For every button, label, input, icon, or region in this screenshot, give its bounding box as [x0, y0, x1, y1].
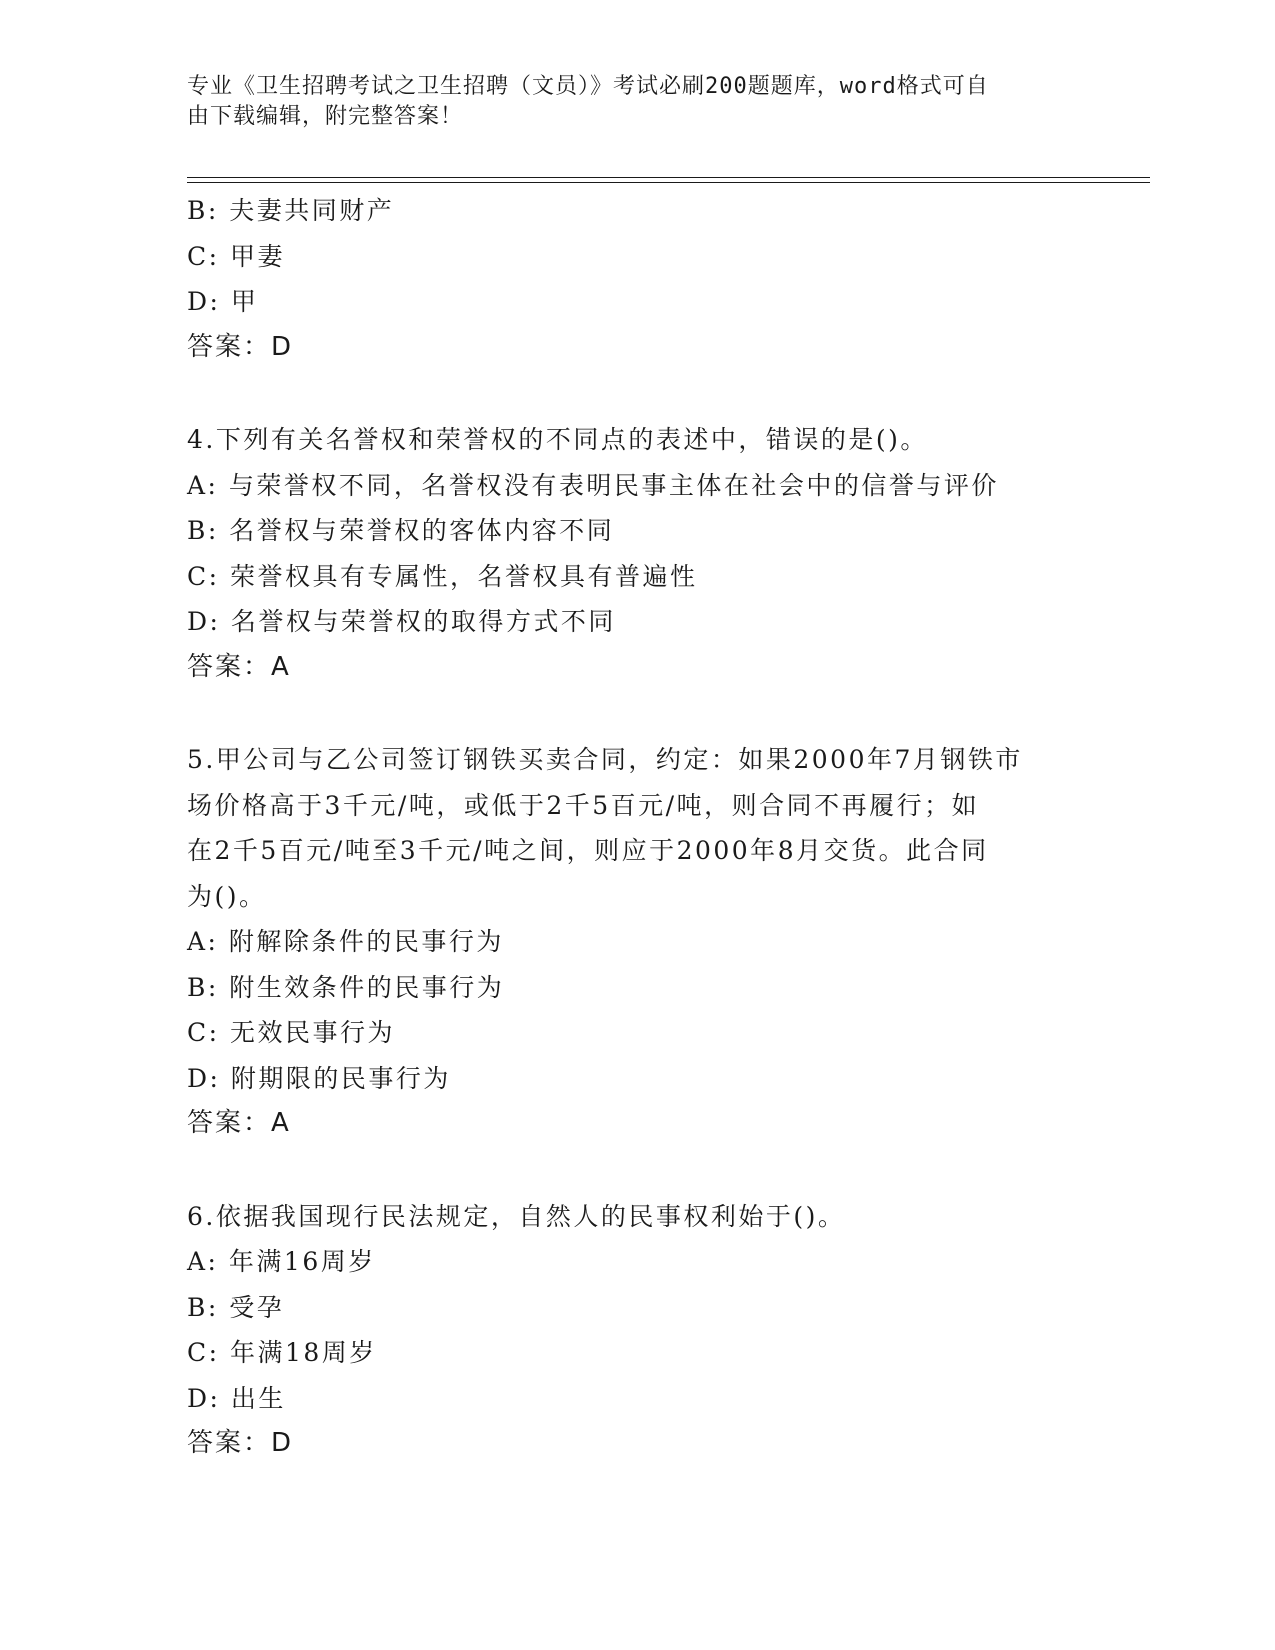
- option-a: A: 与荣誉权不同，名誉权没有表明民事主体在社会中的信誉与评价: [187, 470, 999, 500]
- option-c: C: 年满18周岁: [187, 1338, 377, 1367]
- question-stem: 5.甲公司与乙公司签订钢铁买卖合同，约定：如果2000年7月钢铁市: [187, 745, 1023, 774]
- header-line-1: 专业《卫生招聘考试之卫生招聘（文员）》考试必刷200题题库，word格式可自: [187, 74, 989, 99]
- question-5: [187, 737, 1087, 1147]
- option-b: B: 受孕: [187, 1292, 285, 1322]
- question-stem: 6.依据我国现行民法规定，自然人的民事权利始于()。: [187, 1201, 846, 1231]
- answer: 答案：D: [187, 331, 294, 362]
- header-divider-bottom: [187, 182, 1150, 183]
- question-spacer: [187, 370, 1087, 417]
- option-b: B: 附生效条件的民事行为: [187, 972, 505, 1002]
- question-stem: 为()。: [187, 881, 267, 911]
- option-a: A: 附解除条件的民事行为: [187, 927, 504, 956]
- answer: 答案：A: [187, 651, 291, 682]
- option-c: C: 甲妻: [187, 241, 285, 271]
- question-list: [187, 188, 1087, 1467]
- option-a: A: 年满16周岁: [187, 1247, 376, 1276]
- question-stem: 4.下列有关名誉权和荣誉权的不同点的表述中，错误的是()。: [187, 425, 928, 454]
- question-stem: 场价格高于3千元/吨，或低于2千5百元/吨，则合同不再履行；如: [187, 790, 980, 820]
- option-c: C: 无效民事行为: [187, 1018, 395, 1047]
- question-6: [187, 1194, 1087, 1467]
- option-d: D: 名誉权与荣誉权的取得方式不同: [187, 607, 616, 636]
- option-c: C: 荣誉权具有专属性，名誉权具有普遍性: [187, 561, 698, 591]
- option-b: B: 名誉权与荣誉权的客体内容不同: [187, 516, 615, 545]
- option-d: D: 出生: [187, 1383, 286, 1413]
- carryover-question: [187, 188, 1087, 370]
- option-d: D: 附期限的民事行为: [187, 1063, 451, 1093]
- document-header: [187, 72, 1067, 132]
- question-spacer: [187, 1147, 1087, 1194]
- question-spacer: [187, 690, 1087, 737]
- option-d: D: 甲: [187, 287, 259, 316]
- header-line-2: 由下载编辑，附完整答案！: [187, 104, 464, 129]
- question-stem: 在2千5百元/吨至3千元/吨之间，则应于2000年8月交货。此合同: [187, 836, 989, 865]
- option-b: B: 夫妻共同财产: [187, 196, 395, 225]
- question-4: [187, 417, 1087, 690]
- answer: 答案：A: [187, 1108, 291, 1138]
- answer: 答案：D: [187, 1428, 294, 1458]
- header-divider-top: [187, 177, 1150, 178]
